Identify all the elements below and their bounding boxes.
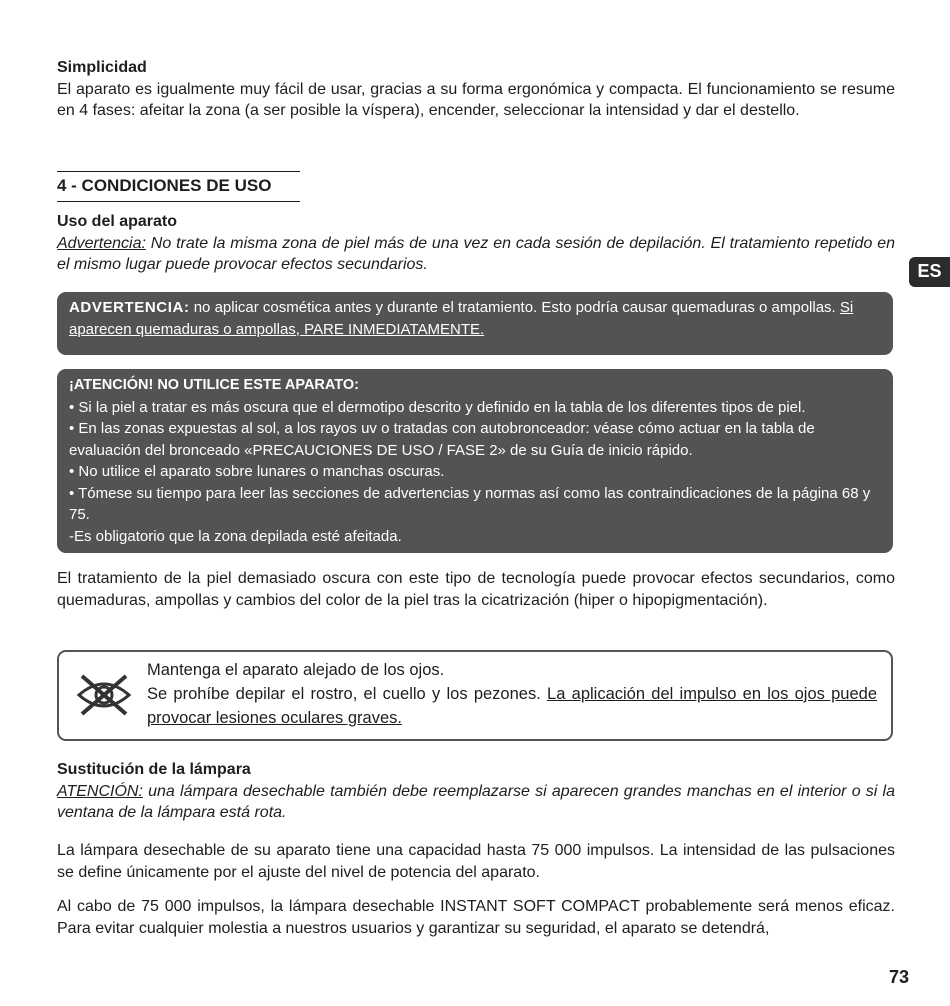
atencion-item: • Si la piel a tratar es más oscura que el dermotipo descrito y definido en la tabla de los diferentes tipos de piel. bbox=[69, 398, 806, 416]
uso-title: Uso del aparato bbox=[57, 213, 178, 230]
atencion-title: ¡ATENCIÓN! NO UTILICE ESTE APARATO: bbox=[69, 377, 359, 393]
uso-warning bbox=[57, 233, 895, 276]
tratamiento-paragraph: El tratamiento de la piel demasiado oscura con este tipo de tecnología puede provocar efectos secundarios, como quemaduras, ampollas y cambios del color de la piel tras la cicatrización (hiper o hipopigmentación). bbox=[57, 570, 895, 609]
atencion-item: • Tómese su tiempo para leer las secciones de advertencias y normas así como las contraindicaciones de la página 68 y 75. bbox=[69, 484, 871, 523]
atencion-item: -Es obligatorio que la zona depilada esté afeitada. bbox=[69, 527, 402, 545]
lampara-section bbox=[57, 759, 895, 824]
lampara-paragraph-2: Al cabo de 75 000 impulsos, la lámpara desechable INSTANT SOFT COMPACT probablemente será menos eficaz. Para evitar cualquier molestia a nuestros usuarios y garantizar su seguridad, el aparato se detendrá, bbox=[57, 898, 895, 937]
crossed-eye-icon bbox=[76, 672, 132, 718]
atencion-item: • No utilice el aparato sobre lunares o manchas oscuras. bbox=[69, 463, 445, 480]
lampara-attention bbox=[57, 781, 895, 824]
eye-warning-line2: Se prohíbe depilar el rostro, el cuello y los pezones. bbox=[147, 685, 548, 703]
advertencia-text: no aplicar cosmética antes y durante el tratamiento. Esto podría causar quemaduras o ampollas. bbox=[189, 299, 840, 316]
lampara-attention-label: ATENCIÓN: bbox=[57, 782, 143, 800]
advertencia-box bbox=[57, 292, 893, 355]
simplicidad-title: Simplicidad bbox=[57, 59, 147, 76]
uso-warning-text: No trate la misma zona de piel más de una vez en cada sesión de depilación. El tratamiento repetido en el mismo lugar puede provocar efectos secundarios. bbox=[57, 234, 895, 273]
eye-warning-underlined: La aplicación del impulso en los ojos puede provocar lesiones oculares graves. bbox=[147, 685, 877, 727]
atencion-box bbox=[57, 369, 893, 553]
language-tab: ES bbox=[909, 257, 950, 287]
simplicidad-text: El aparato es igualmente muy fácil de usar, gracias a su forma ergonómica y compacta. El funcionamiento se resume en 4 fases: afeitar la zona (a ser posible la víspera), encender, seleccionar la intensidad y dar el destello. bbox=[57, 80, 895, 119]
advertencia-underlined: Si aparecen quemaduras o ampollas, PARE INMEDIATAMENTE. bbox=[69, 299, 854, 338]
lampara-title: Sustitución de la lámpara bbox=[57, 761, 251, 778]
atencion-item: • En las zonas expuestas al sol, a los rayos uv o tratadas con autobronceador: véase cómo actuar en la tabla de evaluación del bronceado «PRECAUCIONES DE USO / FASE 2» de su Guía de inicio rápido. bbox=[69, 420, 815, 459]
eye-warning-box bbox=[57, 650, 893, 741]
simplicidad-section bbox=[57, 57, 895, 122]
lampara-attention-text: una lámpara desechable también debe reemplazarse si aparecen grandes manchas en el interior o si la ventana de la lámpara está rota. bbox=[57, 782, 895, 821]
eye-warning-text bbox=[147, 658, 877, 730]
section-heading: 4 - CONDICIONES DE USO bbox=[57, 171, 300, 202]
page-number: 73 bbox=[889, 967, 910, 987]
lampara-paragraph-1: La lámpara desechable de su aparato tiene una capacidad hasta 75 000 impulsos. La intensidad de las pulsaciones se define únicamente por el ajuste del nivel de potencia del aparato. bbox=[57, 842, 895, 881]
eye-warning-line1: Mantenga el aparato alejado de los ojos. bbox=[147, 661, 445, 679]
uso-warning-label: Advertencia: bbox=[57, 234, 146, 252]
advertencia-title: ADVERTENCIA: bbox=[69, 299, 190, 316]
uso-section bbox=[57, 211, 895, 276]
